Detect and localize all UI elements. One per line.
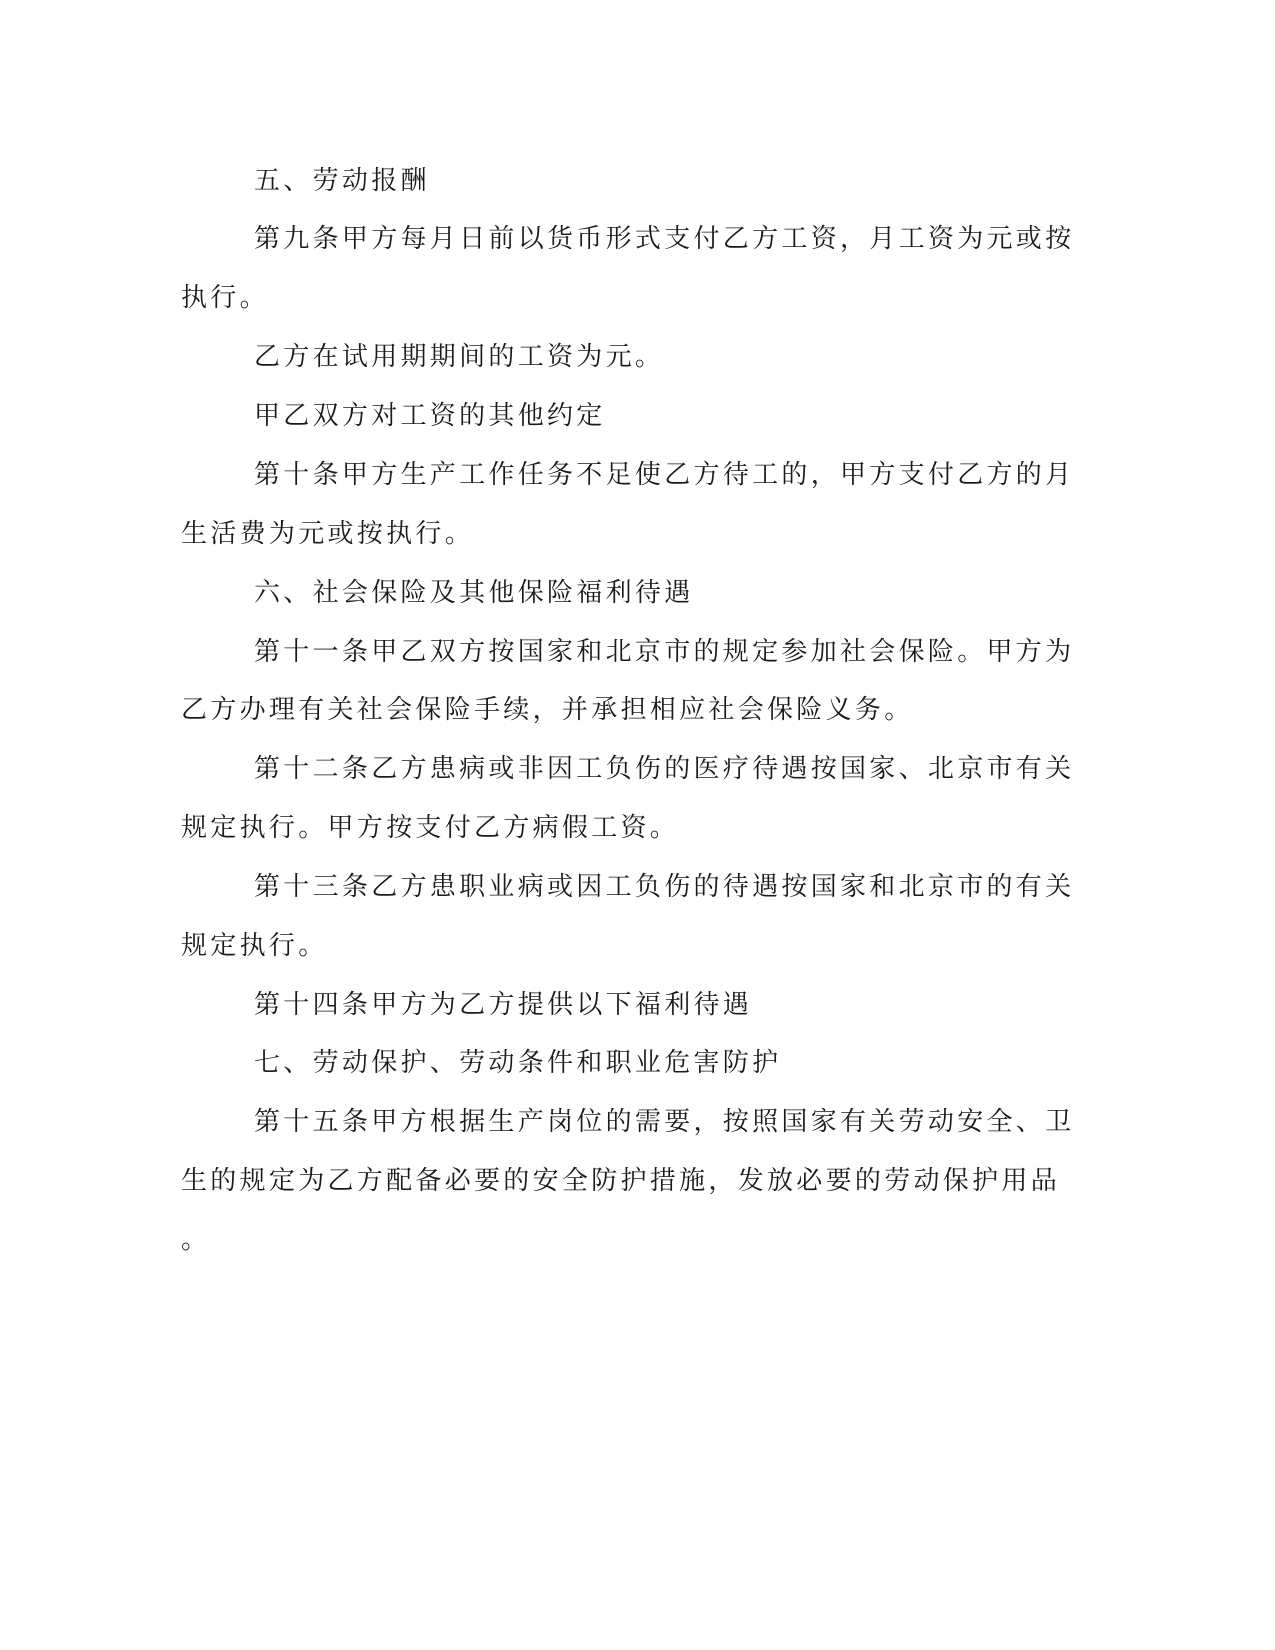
article-15-line-3: 。	[181, 1225, 211, 1255]
other-wage-agreement-line: 甲乙双方对工资的其他约定	[254, 401, 606, 431]
article-15-line-1: 第十五条甲方根据生产岗位的需要，按照国家有关劳动安全、卫	[254, 1107, 1075, 1137]
article-15-line-2: 生的规定为乙方配备必要的安全防护措施，发放必要的劳动保护用品	[181, 1166, 1061, 1196]
article-13-line-2: 规定执行。	[181, 931, 328, 961]
article-12-line-2: 规定执行。甲方按支付乙方病假工资。	[181, 813, 680, 843]
article-10-line-1: 第十条甲方生产工作任务不足使乙方待工的，甲方支付乙方的月	[254, 460, 1075, 490]
article-14-line: 第十四条甲方为乙方提供以下福利待遇	[254, 990, 753, 1020]
section-heading-labor-protection: 七、劳动保护、劳动条件和职业危害防护	[254, 1048, 782, 1078]
section-heading-social-insurance: 六、社会保险及其他保险福利待遇	[254, 578, 694, 608]
article-11-line-1: 第十一条甲乙双方按国家和北京市的规定参加社会保险。甲方为	[254, 637, 1075, 667]
article-12-line-1: 第十二条乙方患病或非因工负伤的医疗待遇按国家、北京市有关	[254, 754, 1075, 784]
section-heading-labor-remuneration: 五、劳动报酬	[254, 166, 430, 196]
article-13-line-1: 第十三条乙方患职业病或因工负伤的待遇按国家和北京市的有关	[254, 872, 1075, 902]
article-9-line-2: 执行。	[181, 283, 269, 313]
article-10-line-2: 生活费为元或按执行。	[181, 519, 475, 549]
article-11-line-2: 乙方办理有关社会保险手续，并承担相应社会保险义务。	[181, 695, 914, 725]
article-9-line-1: 第九条甲方每月日前以货币形式支付乙方工资，月工资为元或按	[254, 224, 1075, 254]
probation-wage-line: 乙方在试用期期间的工资为元。	[254, 342, 665, 372]
